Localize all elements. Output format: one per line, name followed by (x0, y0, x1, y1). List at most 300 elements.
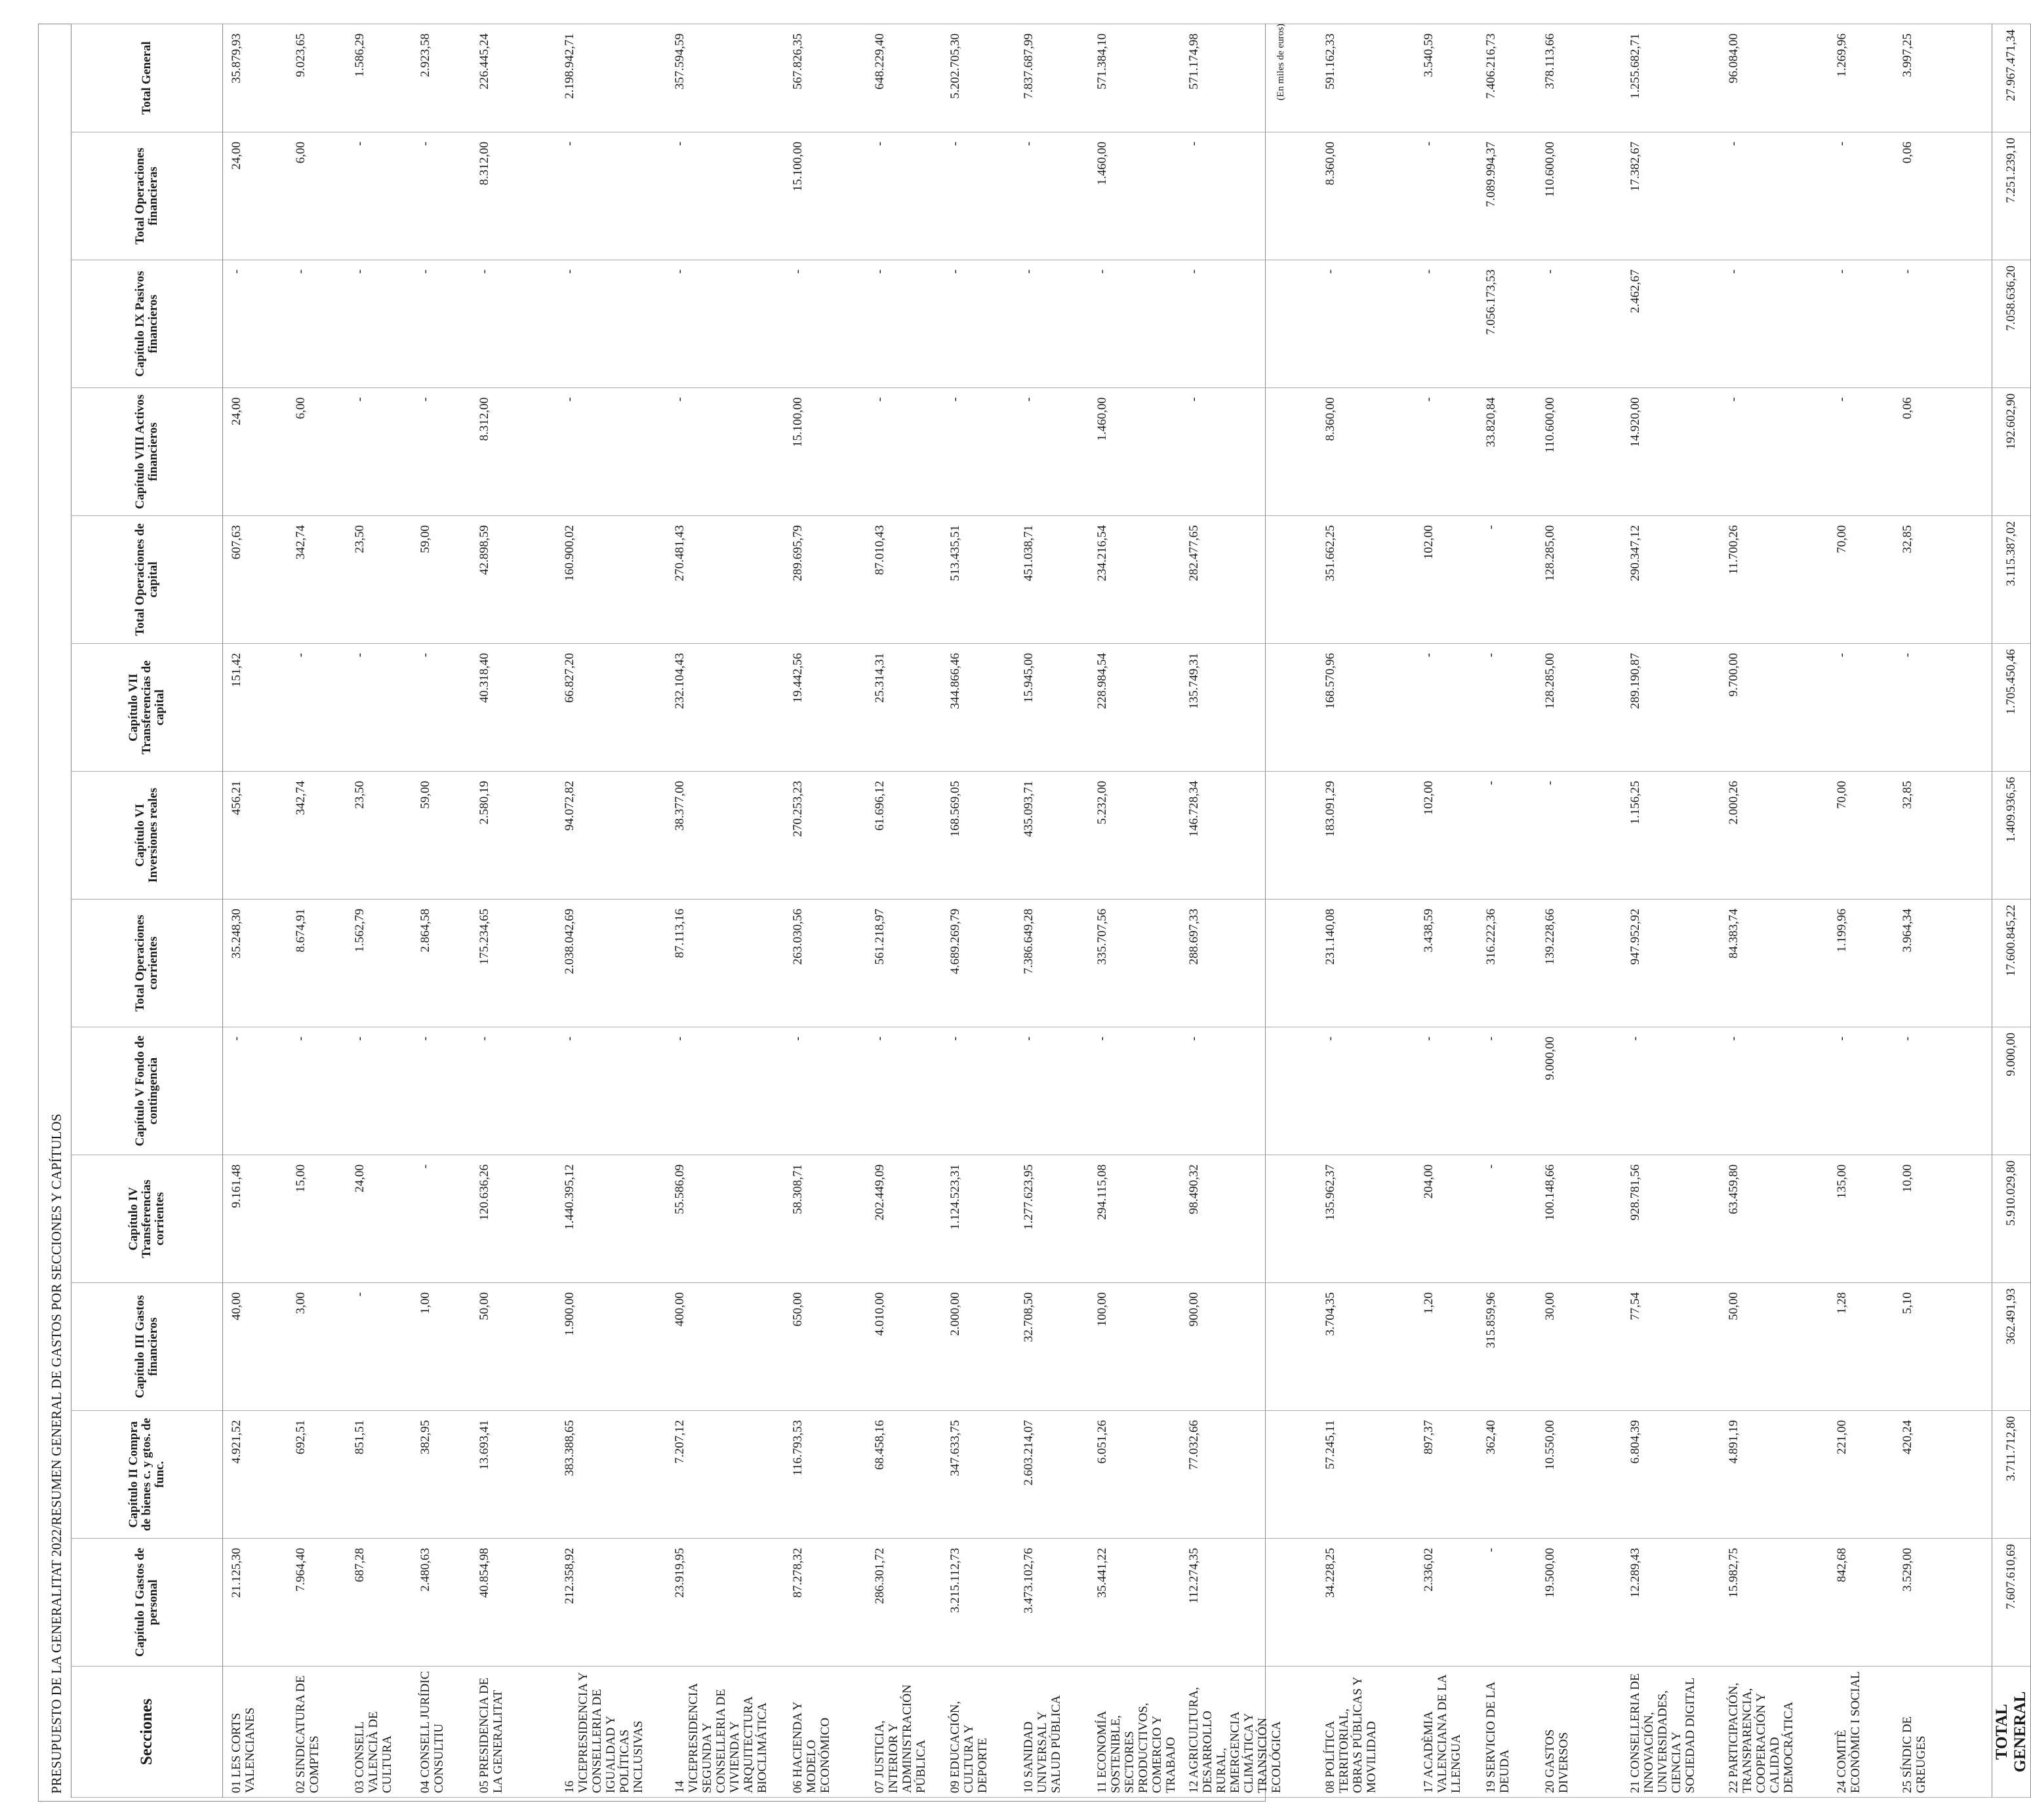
table-cell: - (866, 1027, 942, 1155)
column-header: Capítulo IV Transferencias corrientes (71, 1155, 223, 1283)
table-cell: - (1894, 644, 1992, 772)
total-cell: 7.058.636,20 (1992, 260, 2031, 388)
table-cell: - (346, 1283, 412, 1411)
table-cell: 23,50 (346, 516, 412, 644)
section-name: 17 ACADÈMIA VALENCIANA DE LA LLENGUA (1415, 1667, 1478, 1798)
table-cell: 59,00 (412, 516, 471, 644)
section-name: 19 SERVICIO DE LA DEUDA (1478, 1667, 1537, 1798)
table-cell: 2.923,58 (412, 24, 471, 132)
table-cell: 9.700,00 (1720, 644, 1828, 772)
table-cell: 347.633,75 (942, 1411, 1015, 1539)
table-cell: 513.435,51 (942, 516, 1015, 644)
table-cell: 4.891,19 (1720, 1411, 1828, 1539)
column-header: Total Operaciones corrientes (71, 900, 223, 1027)
table-cell: 335.707,56 (1089, 900, 1180, 1027)
table-cell: 1,28 (1828, 1283, 1894, 1411)
table-cell: 1.562,79 (346, 900, 412, 1027)
table-row (1317, 24, 1415, 1798)
table-cell: 435.093,71 (1015, 772, 1089, 900)
table-cell: - (412, 644, 471, 772)
table-cell: - (1828, 260, 1894, 388)
table-cell: 270.253,23 (784, 772, 866, 900)
table-cell: 362,40 (1478, 1411, 1537, 1539)
table-cell: 8.312,00 (471, 388, 556, 516)
table-cell: 2.603.214,07 (1015, 1411, 1089, 1539)
column-header: Total Operaciones financieras (71, 132, 223, 260)
column-header: Capítulo VIII Activos financieros (71, 388, 223, 516)
table-cell: 382,95 (412, 1411, 471, 1539)
table-row (1089, 24, 1180, 1798)
table-cell: 38.377,00 (666, 772, 784, 900)
table-cell: 344.866,46 (942, 644, 1015, 772)
table-cell: 32.708,50 (1015, 1283, 1089, 1411)
table-cell: 24,00 (223, 388, 287, 516)
table-cell: - (1828, 644, 1894, 772)
table-cell: 135,00 (1828, 1155, 1894, 1283)
table-cell: - (942, 1027, 1015, 1155)
table-cell: 102,00 (1415, 772, 1478, 900)
table-cell: 40,00 (223, 1283, 287, 1411)
table-cell: 3.473.102,76 (1015, 1539, 1089, 1667)
table-cell: 234.216,54 (1089, 516, 1180, 644)
table-cell: 851,51 (346, 1411, 412, 1539)
table-cell: - (346, 260, 412, 388)
table-cell: 456,21 (223, 772, 287, 900)
table-cell: 5.202.705,30 (942, 24, 1015, 132)
table-cell: - (1180, 1027, 1317, 1155)
section-name: 08 POLÍTICA TERRITORIAL, OBRAS PÚBLICAS Y MOVILIDAD (1317, 1667, 1415, 1798)
table-cell: 342,74 (287, 516, 346, 644)
section-name: 01 LES CORTS VALENCIANES (223, 1667, 287, 1798)
table-cell: 3.540,59 (1415, 24, 1478, 132)
table-cell: 21.125,30 (223, 1539, 287, 1667)
table-cell: - (1478, 1027, 1537, 1155)
column-header-sections: Secciones (71, 1667, 223, 1798)
column-header: Capítulo V Fondo de contingencia (71, 1027, 223, 1155)
table-cell: 84.383,74 (1720, 900, 1828, 1027)
table-cell: 24,00 (346, 1155, 412, 1283)
section-name: 16 VICEPRESIDENCIA Y CONSELLERIA DE IGUALDAD Y POLÍTICAS INCLUSIVAS (556, 1667, 666, 1798)
total-cell: 3.115.387,02 (1992, 516, 2031, 644)
table-cell: 607,63 (223, 516, 287, 644)
column-header: Capítulo II Compra de bienes c. y gtos. de func. (71, 1411, 223, 1539)
section-name: 10 SANIDAD UNIVERSAL Y SALUD PÚBLICA (1015, 1667, 1089, 1798)
table-cell: - (223, 1027, 287, 1155)
table-cell: 77,54 (1622, 1283, 1720, 1411)
table-cell: 357.594,59 (666, 24, 784, 132)
table-cell: 351.662,25 (1317, 516, 1415, 644)
table-cell: 1.156,25 (1622, 772, 1720, 900)
table-cell: 100,00 (1089, 1283, 1180, 1411)
table-cell: 10.550,00 (1537, 1411, 1622, 1539)
table-cell: - (666, 260, 784, 388)
table-cell: 35.879,93 (223, 24, 287, 132)
table-cell: - (412, 1155, 471, 1283)
table-cell: 25.314,31 (866, 644, 942, 772)
table-cell: - (666, 1027, 784, 1155)
table-cell: 19.500,00 (1537, 1539, 1622, 1667)
table-cell: 316.222,36 (1478, 900, 1537, 1027)
table-cell: 5.232,00 (1089, 772, 1180, 900)
section-name: 07 JUSTICIA, INTERIOR Y ADMINISTRACIÓN PÚBLICA (866, 1667, 942, 1798)
table-cell: - (1180, 388, 1317, 516)
table-cell: - (1478, 1539, 1537, 1667)
table-cell: 168.569,05 (942, 772, 1015, 900)
table-cell: 102,00 (1415, 516, 1478, 644)
table-cell: 116.793,53 (784, 1411, 866, 1539)
table-cell: 128.285,00 (1537, 516, 1622, 644)
table-cell: 1,20 (1415, 1283, 1478, 1411)
table-cell: 8.360,00 (1317, 132, 1415, 260)
table-cell: 151,42 (223, 644, 287, 772)
table-cell: 68.458,16 (866, 1411, 942, 1539)
table-cell: 35.248,30 (223, 900, 287, 1027)
section-name: 22 PARTICIPACIÓN, TRANSPARENCIA, COOPERACIÓN Y CALIDAD DEMOCRÁTICA (1720, 1667, 1828, 1798)
table-cell: 139.228,66 (1537, 900, 1622, 1027)
table-cell: - (1720, 1027, 1828, 1155)
table-cell: - (346, 644, 412, 772)
table-cell: - (412, 132, 471, 260)
table-cell: 263.030,56 (784, 900, 866, 1027)
table-cell: - (287, 1027, 346, 1155)
table-row (1622, 24, 1720, 1798)
table-cell: 7.964,40 (287, 1539, 346, 1667)
table-cell: 7.837.687,99 (1015, 24, 1089, 132)
table-cell: 289.695,79 (784, 516, 866, 644)
table-cell: 3.964,34 (1894, 900, 1992, 1027)
table-cell: - (223, 260, 287, 388)
table-cell: 100.148,66 (1537, 1155, 1622, 1283)
table-cell: 160.900,02 (556, 516, 666, 644)
section-name: 21 CONSELLERIA DE INNOVACIÓN, UNIVERSIDADES, CIENCIA Y SOCIEDAD DIGITAL (1622, 1667, 1720, 1798)
table-cell: 98.490,32 (1180, 1155, 1317, 1283)
table-cell: - (1015, 132, 1089, 260)
table-cell: 87.278,32 (784, 1539, 866, 1667)
table-cell: 221,00 (1828, 1411, 1894, 1539)
table-row (346, 24, 412, 1798)
table-cell: 928.781,56 (1622, 1155, 1720, 1283)
table-cell: 15.982,75 (1720, 1539, 1828, 1667)
table-cell: - (412, 388, 471, 516)
table-cell: 13.693,41 (471, 1411, 556, 1539)
table-cell: 0,06 (1894, 388, 1992, 516)
table-cell: 4.921,52 (223, 1411, 287, 1539)
table-cell: 1.460,00 (1089, 132, 1180, 260)
table-cell: - (1537, 772, 1622, 900)
table-cell: 50,00 (471, 1283, 556, 1411)
table-cell: - (1015, 260, 1089, 388)
table-cell: 0,06 (1894, 132, 1992, 260)
table-cell: - (1894, 1027, 1992, 1155)
table-cell: 232.104,43 (666, 644, 784, 772)
table-cell: 8.674,91 (287, 900, 346, 1027)
table-cell: 9.023,65 (287, 24, 346, 132)
table-cell: 1.199,96 (1828, 900, 1894, 1027)
table-cell: - (346, 132, 412, 260)
table-cell: 32,85 (1894, 516, 1992, 644)
table-cell: 15.100,00 (784, 388, 866, 516)
table-cell: 14.920,00 (1622, 388, 1720, 516)
table-cell: - (287, 644, 346, 772)
table-cell: 3.215.112,73 (942, 1539, 1015, 1667)
table-cell: 282.477,65 (1180, 516, 1317, 644)
table-cell: - (556, 132, 666, 260)
table-cell: 2.000,26 (1720, 772, 1828, 900)
table-cell: - (1894, 260, 1992, 388)
table-cell: 1.269,96 (1828, 24, 1894, 132)
table-cell: 451.038,71 (1015, 516, 1089, 644)
table-cell: - (1622, 1027, 1720, 1155)
table-cell: 50,00 (1720, 1283, 1828, 1411)
table-cell: 9.000,00 (1537, 1027, 1622, 1155)
table-row (1828, 24, 1894, 1798)
section-name: 05 PRESIDENCIA DE LA GENERALITAT (471, 1667, 556, 1798)
table-cell: 70,00 (1828, 516, 1894, 644)
table-cell: - (866, 260, 942, 388)
table-cell: - (866, 132, 942, 260)
table-cell: 228.984,54 (1089, 644, 1180, 772)
table-cell: 30,00 (1537, 1283, 1622, 1411)
table-cell: 94.072,82 (556, 772, 666, 900)
section-name: 24 COMITÈ ECONÒMIC I SOCIAL (1828, 1667, 1894, 1798)
total-cell: 3.711.712,80 (1992, 1411, 2031, 1539)
section-name: 12 AGRICULTURA, DESARROLLO RURAL, EMERGENCIA CLIMÁTICA Y TRANSICIÓN ECOLÓGICA (1180, 1667, 1317, 1798)
table-cell: 4.689.269,79 (942, 900, 1015, 1027)
table-cell: 315.859,96 (1478, 1283, 1537, 1411)
table-cell: 1.460,00 (1089, 388, 1180, 516)
table-cell: 383.388,65 (556, 1411, 666, 1539)
table-cell: 9.161,48 (223, 1155, 287, 1283)
table-cell: - (1180, 260, 1317, 388)
section-name: 06 HACIENDA Y MODELO ECONÓMICO (784, 1667, 866, 1798)
units-note: (En miles de euros) (1276, 24, 1286, 101)
table-cell: 270.481,43 (666, 516, 784, 644)
table-cell: 77.032,66 (1180, 1411, 1317, 1539)
table-cell: 7.089.994,37 (1478, 132, 1537, 260)
table-cell: 66.827,20 (556, 644, 666, 772)
table-cell: 35.441,22 (1089, 1539, 1180, 1667)
table-cell: - (1828, 388, 1894, 516)
table-cell: 294.115,08 (1089, 1155, 1180, 1283)
table-cell: 1,00 (412, 1283, 471, 1411)
table-cell: 6,00 (287, 388, 346, 516)
table-cell: 58.308,71 (784, 1155, 866, 1283)
table-cell: 2.580,19 (471, 772, 556, 900)
table-cell: 120.636,26 (471, 1155, 556, 1283)
table-cell: 7.406.216,73 (1478, 24, 1537, 132)
table-cell: 231.140,08 (1317, 900, 1415, 1027)
table-cell: 19.442,56 (784, 644, 866, 772)
table-cell: - (866, 388, 942, 516)
table-cell: 212.358,92 (556, 1539, 666, 1667)
document-title: PRESUPUESTO DE LA GENERALITAT 2022/RESUMEN GENERAL DE GASTOS POR SECCIONES Y CAPÍTULOS (49, 1113, 64, 1794)
total-row (1992, 24, 2031, 1798)
total-cell: 7.251.239,10 (1992, 132, 2031, 260)
table-row (666, 24, 784, 1798)
table-cell: - (666, 132, 784, 260)
table-row (1894, 24, 1992, 1798)
table-cell: 10,00 (1894, 1155, 1992, 1283)
table-cell: - (1015, 388, 1089, 516)
table-cell: 288.697,33 (1180, 900, 1317, 1027)
table-cell: 3.529,00 (1894, 1539, 1992, 1667)
column-header: Capítulo VII Transferencias de capital (71, 644, 223, 772)
table-cell: 8.312,00 (471, 132, 556, 260)
table-cell: - (1720, 132, 1828, 260)
table-cell: 289.190,87 (1622, 644, 1720, 772)
table-cell: 204,00 (1415, 1155, 1478, 1283)
table-cell: - (1828, 132, 1894, 260)
table-cell: 7.207,12 (666, 1411, 784, 1539)
section-name: 11 ECONOMÍA SOSTENIBLE, SECTORES PRODUCTIVOS, COMERCIO Y TRABAJO (1089, 1667, 1180, 1798)
table-cell: - (1415, 644, 1478, 772)
table-cell: 1.900,00 (556, 1283, 666, 1411)
table-cell: 33.820,84 (1478, 388, 1537, 516)
table-cell: 286.301,72 (866, 1539, 942, 1667)
table-cell: 110.600,00 (1537, 132, 1622, 260)
table-cell: 128.285,00 (1537, 644, 1622, 772)
table-cell: 561.218,97 (866, 900, 942, 1027)
table-row (471, 24, 556, 1798)
table-cell: - (346, 388, 412, 516)
total-cell: 5.910.029,80 (1992, 1155, 2031, 1283)
table-row (1415, 24, 1478, 1798)
table-cell: - (1415, 132, 1478, 260)
column-header: Total Operaciones de capital (71, 516, 223, 644)
header-row (71, 24, 223, 1798)
table-cell: 87.113,16 (666, 900, 784, 1027)
table-cell: - (1478, 644, 1537, 772)
table-row (942, 24, 1015, 1798)
table-cell: 15.100,00 (784, 132, 866, 260)
table-row (556, 24, 666, 1798)
total-label: TOTAL GENERAL (1992, 1667, 2031, 1798)
table-cell: - (556, 1027, 666, 1155)
table-cell: - (1478, 1155, 1537, 1283)
total-cell: 1.409.936,56 (1992, 772, 2031, 900)
table-cell: 24,00 (223, 132, 287, 260)
table-cell: 687,28 (346, 1539, 412, 1667)
table-cell: - (942, 132, 1015, 260)
table-cell: 63.459,80 (1720, 1155, 1828, 1283)
table-cell: 2.038.042,69 (556, 900, 666, 1027)
section-name: 20 GASTOS DIVERSOS (1537, 1667, 1622, 1798)
table-cell: - (784, 260, 866, 388)
table-row (1015, 24, 1089, 1798)
table-cell: 11.700,26 (1720, 516, 1828, 644)
section-name: 25 SÍNDIC DE GREUGES (1894, 1667, 1992, 1798)
table-row (784, 24, 866, 1798)
table-cell: 2.336,02 (1415, 1539, 1478, 1667)
column-header: Capítulo III Gastos financieros (71, 1283, 223, 1411)
table-cell: 12.289,43 (1622, 1539, 1720, 1667)
table-cell: - (556, 260, 666, 388)
table-cell: - (1415, 388, 1478, 516)
table-cell: - (471, 1027, 556, 1155)
table-row (287, 24, 346, 1798)
budget-table (71, 24, 2031, 1798)
section-name: 02 SINDICATURA DE COMPTES (287, 1667, 346, 1798)
table-cell: 61.696,12 (866, 772, 942, 900)
table-cell: 692,51 (287, 1411, 346, 1539)
table-cell: - (1415, 260, 1478, 388)
table-cell: 4.010,00 (866, 1283, 942, 1411)
table-body (223, 24, 1992, 1798)
table-cell: - (412, 260, 471, 388)
table-cell: - (1478, 772, 1537, 900)
table-cell: 2.462,67 (1622, 260, 1720, 388)
table-cell: - (346, 1027, 412, 1155)
table-cell: 40.318,40 (471, 644, 556, 772)
total-cell: 7.607.610,69 (1992, 1539, 2031, 1667)
table-cell: - (1478, 516, 1537, 644)
column-header: Capítulo I Gastos de personal (71, 1539, 223, 1667)
table-cell: 842,68 (1828, 1539, 1894, 1667)
table-cell: - (287, 260, 346, 388)
table-cell: 6.051,26 (1089, 1411, 1180, 1539)
table-row (866, 24, 942, 1798)
table-cell: - (1720, 260, 1828, 388)
table-cell: - (784, 1027, 866, 1155)
table-cell: 32,85 (1894, 772, 1992, 900)
table-cell: 226.445,24 (471, 24, 556, 132)
table-cell: 40.854,98 (471, 1539, 556, 1667)
table-cell: 34.228,25 (1317, 1539, 1415, 1667)
table-row (412, 24, 471, 1798)
table-cell: 591.162,33 (1317, 24, 1415, 132)
table-cell: 3.704,35 (1317, 1283, 1415, 1411)
total-cell: 362.491,93 (1992, 1283, 2031, 1411)
table-cell: 15.945,00 (1015, 644, 1089, 772)
table-cell: 42.898,59 (471, 516, 556, 644)
table-cell: 7.056.173,53 (1478, 260, 1537, 388)
table-cell: 1.124.523,31 (942, 1155, 1015, 1283)
table-cell: 571.384,10 (1089, 24, 1180, 132)
table-cell: 23.919,95 (666, 1539, 784, 1667)
table-cell: 2.480,63 (412, 1539, 471, 1667)
table-cell: - (1317, 260, 1415, 388)
table-cell: - (1089, 260, 1180, 388)
table-cell: 571.174,98 (1180, 24, 1317, 132)
table-cell: 2.000,00 (942, 1283, 1015, 1411)
column-header: Total General (71, 24, 223, 132)
table-cell: 3,00 (287, 1283, 346, 1411)
table-cell: 87.010,43 (866, 516, 942, 644)
table-cell: 175.234,65 (471, 900, 556, 1027)
table-cell: - (412, 1027, 471, 1155)
total-cell: 9.000,00 (1992, 1027, 2031, 1155)
table-row (1537, 24, 1622, 1798)
section-name: 09 EDUCACIÓN, CULTURA Y DEPORTE (942, 1667, 1015, 1798)
table-cell: 420,24 (1894, 1411, 1992, 1539)
table-cell: 378.113,66 (1537, 24, 1622, 132)
table-cell: - (1415, 1027, 1478, 1155)
column-header: Capítulo IX Pasivos financieros (71, 260, 223, 388)
table-cell: 567.826,35 (784, 24, 866, 132)
table-cell: 183.091,29 (1317, 772, 1415, 900)
table-cell: 15,00 (287, 1155, 346, 1283)
total-cell: 192.602,90 (1992, 388, 2031, 516)
table-cell: 59,00 (412, 772, 471, 900)
table-cell: 1.277.623,95 (1015, 1155, 1089, 1283)
table-cell: 947.952,92 (1622, 900, 1720, 1027)
table-cell: 168.570,96 (1317, 644, 1415, 772)
table-cell: 400,00 (666, 1283, 784, 1411)
section-name: 04 CONSELL JURÍDIC CONSULTIU (412, 1667, 471, 1798)
table-cell: 135.962,37 (1317, 1155, 1415, 1283)
table-cell: 110.600,00 (1537, 388, 1622, 516)
column-header: Capítulo VI Inversiones reales (71, 772, 223, 900)
